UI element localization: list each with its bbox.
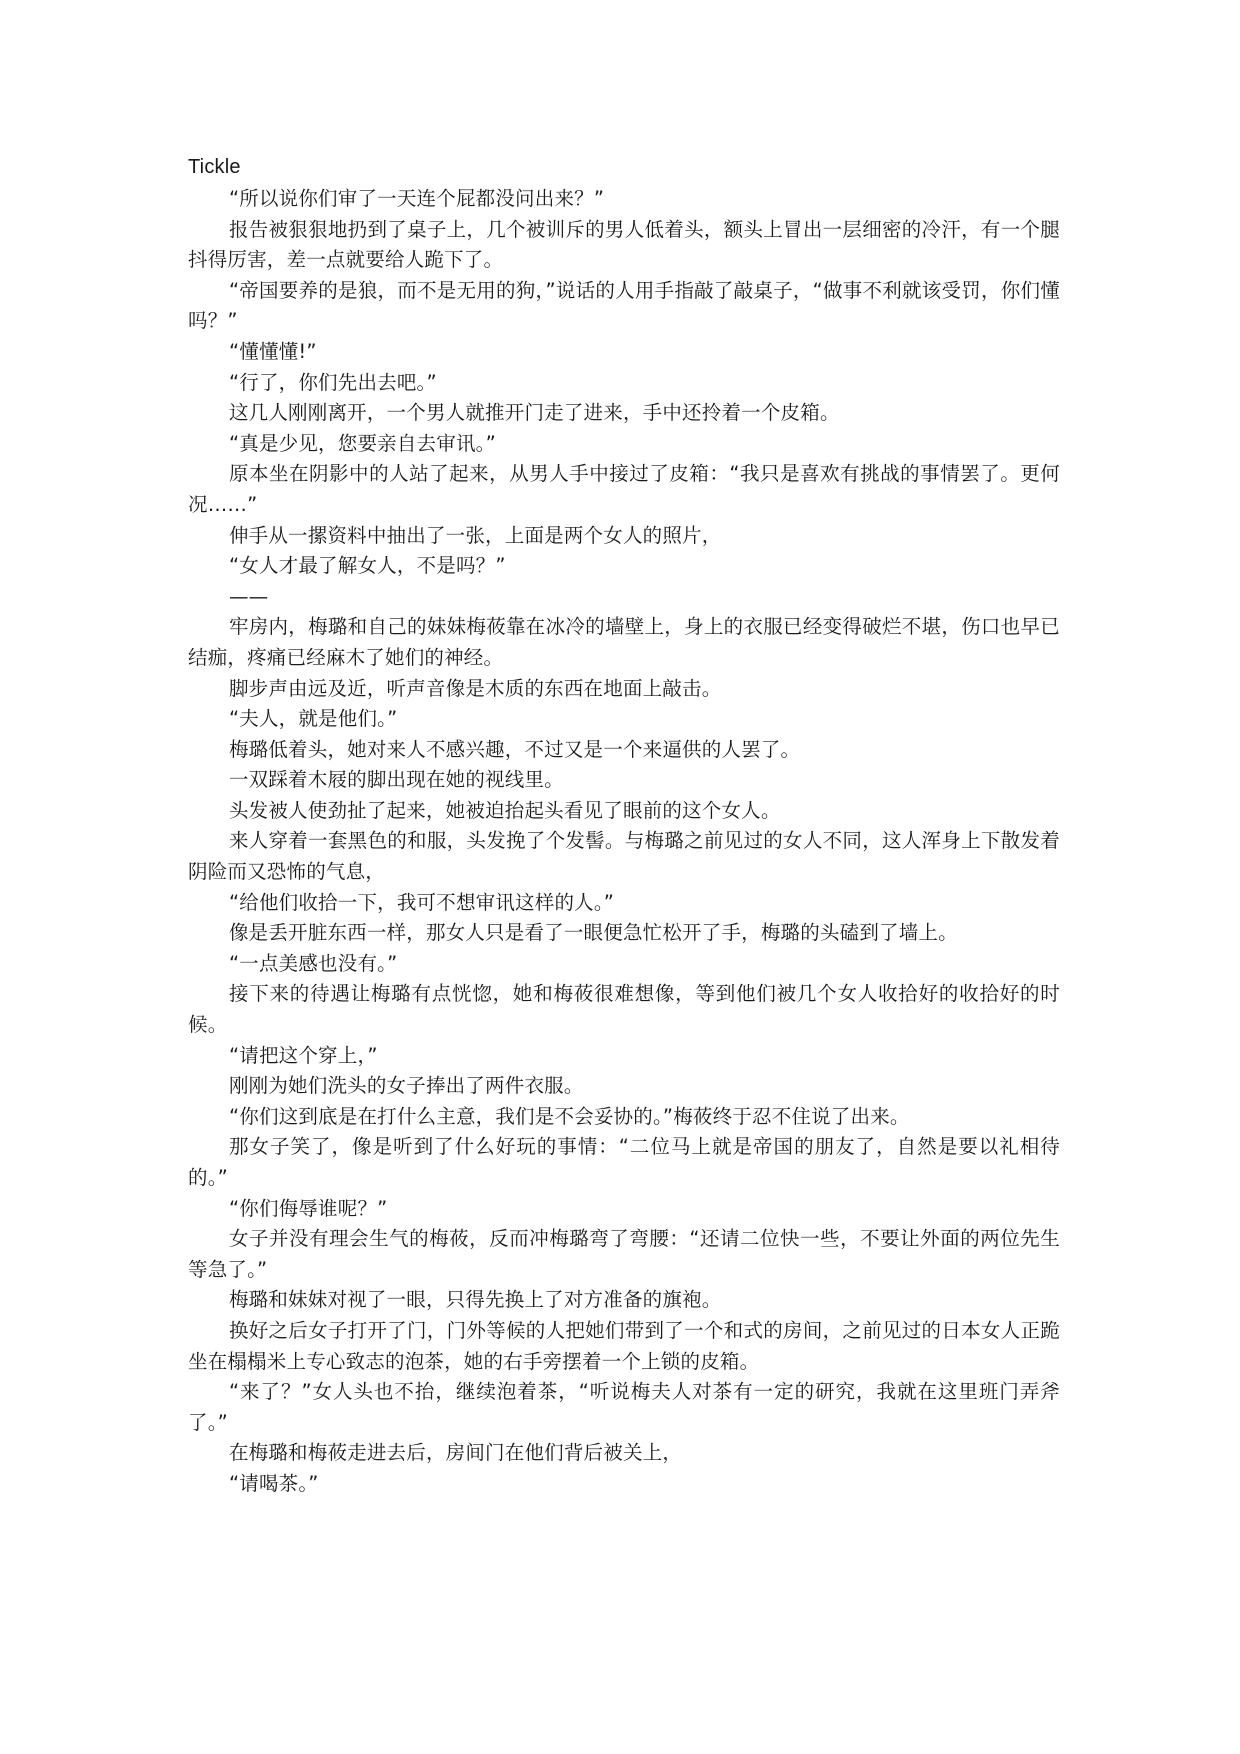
paragraph-13: 脚步声由远及近，听声音像是木质的东西在地面上敲击。 bbox=[228, 676, 722, 700]
section-divider: —— bbox=[228, 584, 269, 608]
paragraph-14: “夫人，就是他们。” bbox=[228, 707, 398, 731]
paragraph-3: “帝国要养的是狼，而不是无用的狗，”说话的人用手指敲了敲桌子，“做事不利就该受罚，你们懂吗？” bbox=[188, 278, 1060, 333]
paragraph-24: 刚刚为她们洗头的女子捧出了两件衣服。 bbox=[228, 1074, 584, 1098]
paragraph-21: “一点美感也没有。” bbox=[228, 951, 398, 975]
paragraph-22: 接下来的待遇让梅璐有点恍惚，她和梅莜很难想像，等到他们被几个女人收拾好的收拾好的时候。 bbox=[188, 982, 1060, 1037]
paragraph-5: “行了，你们先出去吧。” bbox=[228, 370, 437, 394]
document-body bbox=[188, 152, 1060, 1500]
paragraph-16: 一双踩着木屐的脚出现在她的视线里。 bbox=[228, 768, 564, 792]
paragraph-31: “来了？”女人头也不抬，继续泡着茶，“听说梅夫人对茶有一定的研究，我就在这里班门弄斧了。” bbox=[188, 1380, 1060, 1434]
paragraph-33: “请喝茶。” bbox=[228, 1471, 319, 1495]
paragraph-2: 报告被狠狠地扔到了桌子上，几个被训斥的男人低着头，额头上冒出一层细密的冷汗，有一个腿抖得厉害，差一点就要给人跪下了。 bbox=[188, 217, 1060, 272]
paragraph-25: “你们这到底是在打什么主意，我们是不会妥协的。”梅莜终于忍不住说了出来。 bbox=[228, 1104, 910, 1128]
paragraph-9: 伸手从一摞资料中抽出了一张，上面是两个女人的照片， bbox=[228, 523, 722, 547]
paragraph-10: “女人才最了解女人，不是吗？” bbox=[228, 554, 506, 578]
paragraph-8: 原本坐在阴影中的人站了起来，从男人手中接过了皮箱：“我只是喜欢有挑战的事情罢了。更何况……” bbox=[188, 462, 1060, 516]
paragraph-7: “真是少见，您要亲自去审讯。” bbox=[228, 431, 496, 455]
paragraph-6: 这几人刚刚离开，一个男人就推开门走了进来，手中还拎着一个皮箱。 bbox=[228, 401, 840, 425]
paragraph-23: “请把这个穿上，” bbox=[228, 1043, 378, 1067]
paragraph-12: 牢房内，梅璐和自己的妹妹梅莜靠在冰冷的墙壁上，身上的衣服已经变得破烂不堪，伤口也早已结痂，疼痛已经麻木了她们的神经。 bbox=[188, 615, 1060, 669]
paragraph-4: “懂懂懂!” bbox=[228, 339, 317, 363]
paragraph-27: “你们侮辱谁呢？” bbox=[228, 1196, 388, 1220]
paragraph-29: 梅璐和妹妹对视了一眼，只得先换上了对方准备的旗袍。 bbox=[228, 1288, 722, 1312]
paragraph-32: 在梅璐和梅莜走进去后，房间门在他们背后被关上， bbox=[228, 1441, 683, 1465]
paragraph-19: “给他们收拾一下，我可不想审讯这样的人。” bbox=[228, 890, 615, 914]
paragraph-18: 来人穿着一套黑色的和服，头发挽了个发髻。与梅璐之前见过的女人不同，这人浑身上下散发着阴险而又恐怖的气息， bbox=[188, 829, 1060, 884]
paragraph-26: 那女子笑了，像是听到了什么好玩的事情：“二位马上就是帝国的朋友了，自然是要以礼相待的。” bbox=[188, 1135, 1060, 1189]
document-title: Tickle bbox=[188, 156, 241, 178]
paragraph-20: 像是丢开脏东西一样，那女人只是看了一眼便急忙松开了手，梅璐的头磕到了墙上。 bbox=[228, 921, 958, 945]
paragraph-1: “所以说你们审了一天连个屁都没问出来？” bbox=[228, 187, 605, 210]
paragraph-28: 女子并没有理会生气的梅莜，反而冲梅璐弯了弯腰：“还请二位快一些，不要让外面的两位先生等急了。” bbox=[188, 1227, 1060, 1281]
paragraph-15: 梅璐低着头，她对来人不感兴趣，不过又是一个来逼供的人罢了。 bbox=[228, 737, 801, 761]
paragraph-17: 头发被人使劲扯了起来，她被迫抬起头看见了眼前的这个女人。 bbox=[228, 798, 781, 822]
paragraph-30: 换好之后女子打开了门，门外等候的人把她们带到了一个和式的房间，之前见过的日本女人正跪坐在榻榻米上专心致志的泡茶，她的右手旁摆着一个上锁的皮箱。 bbox=[188, 1318, 1060, 1373]
